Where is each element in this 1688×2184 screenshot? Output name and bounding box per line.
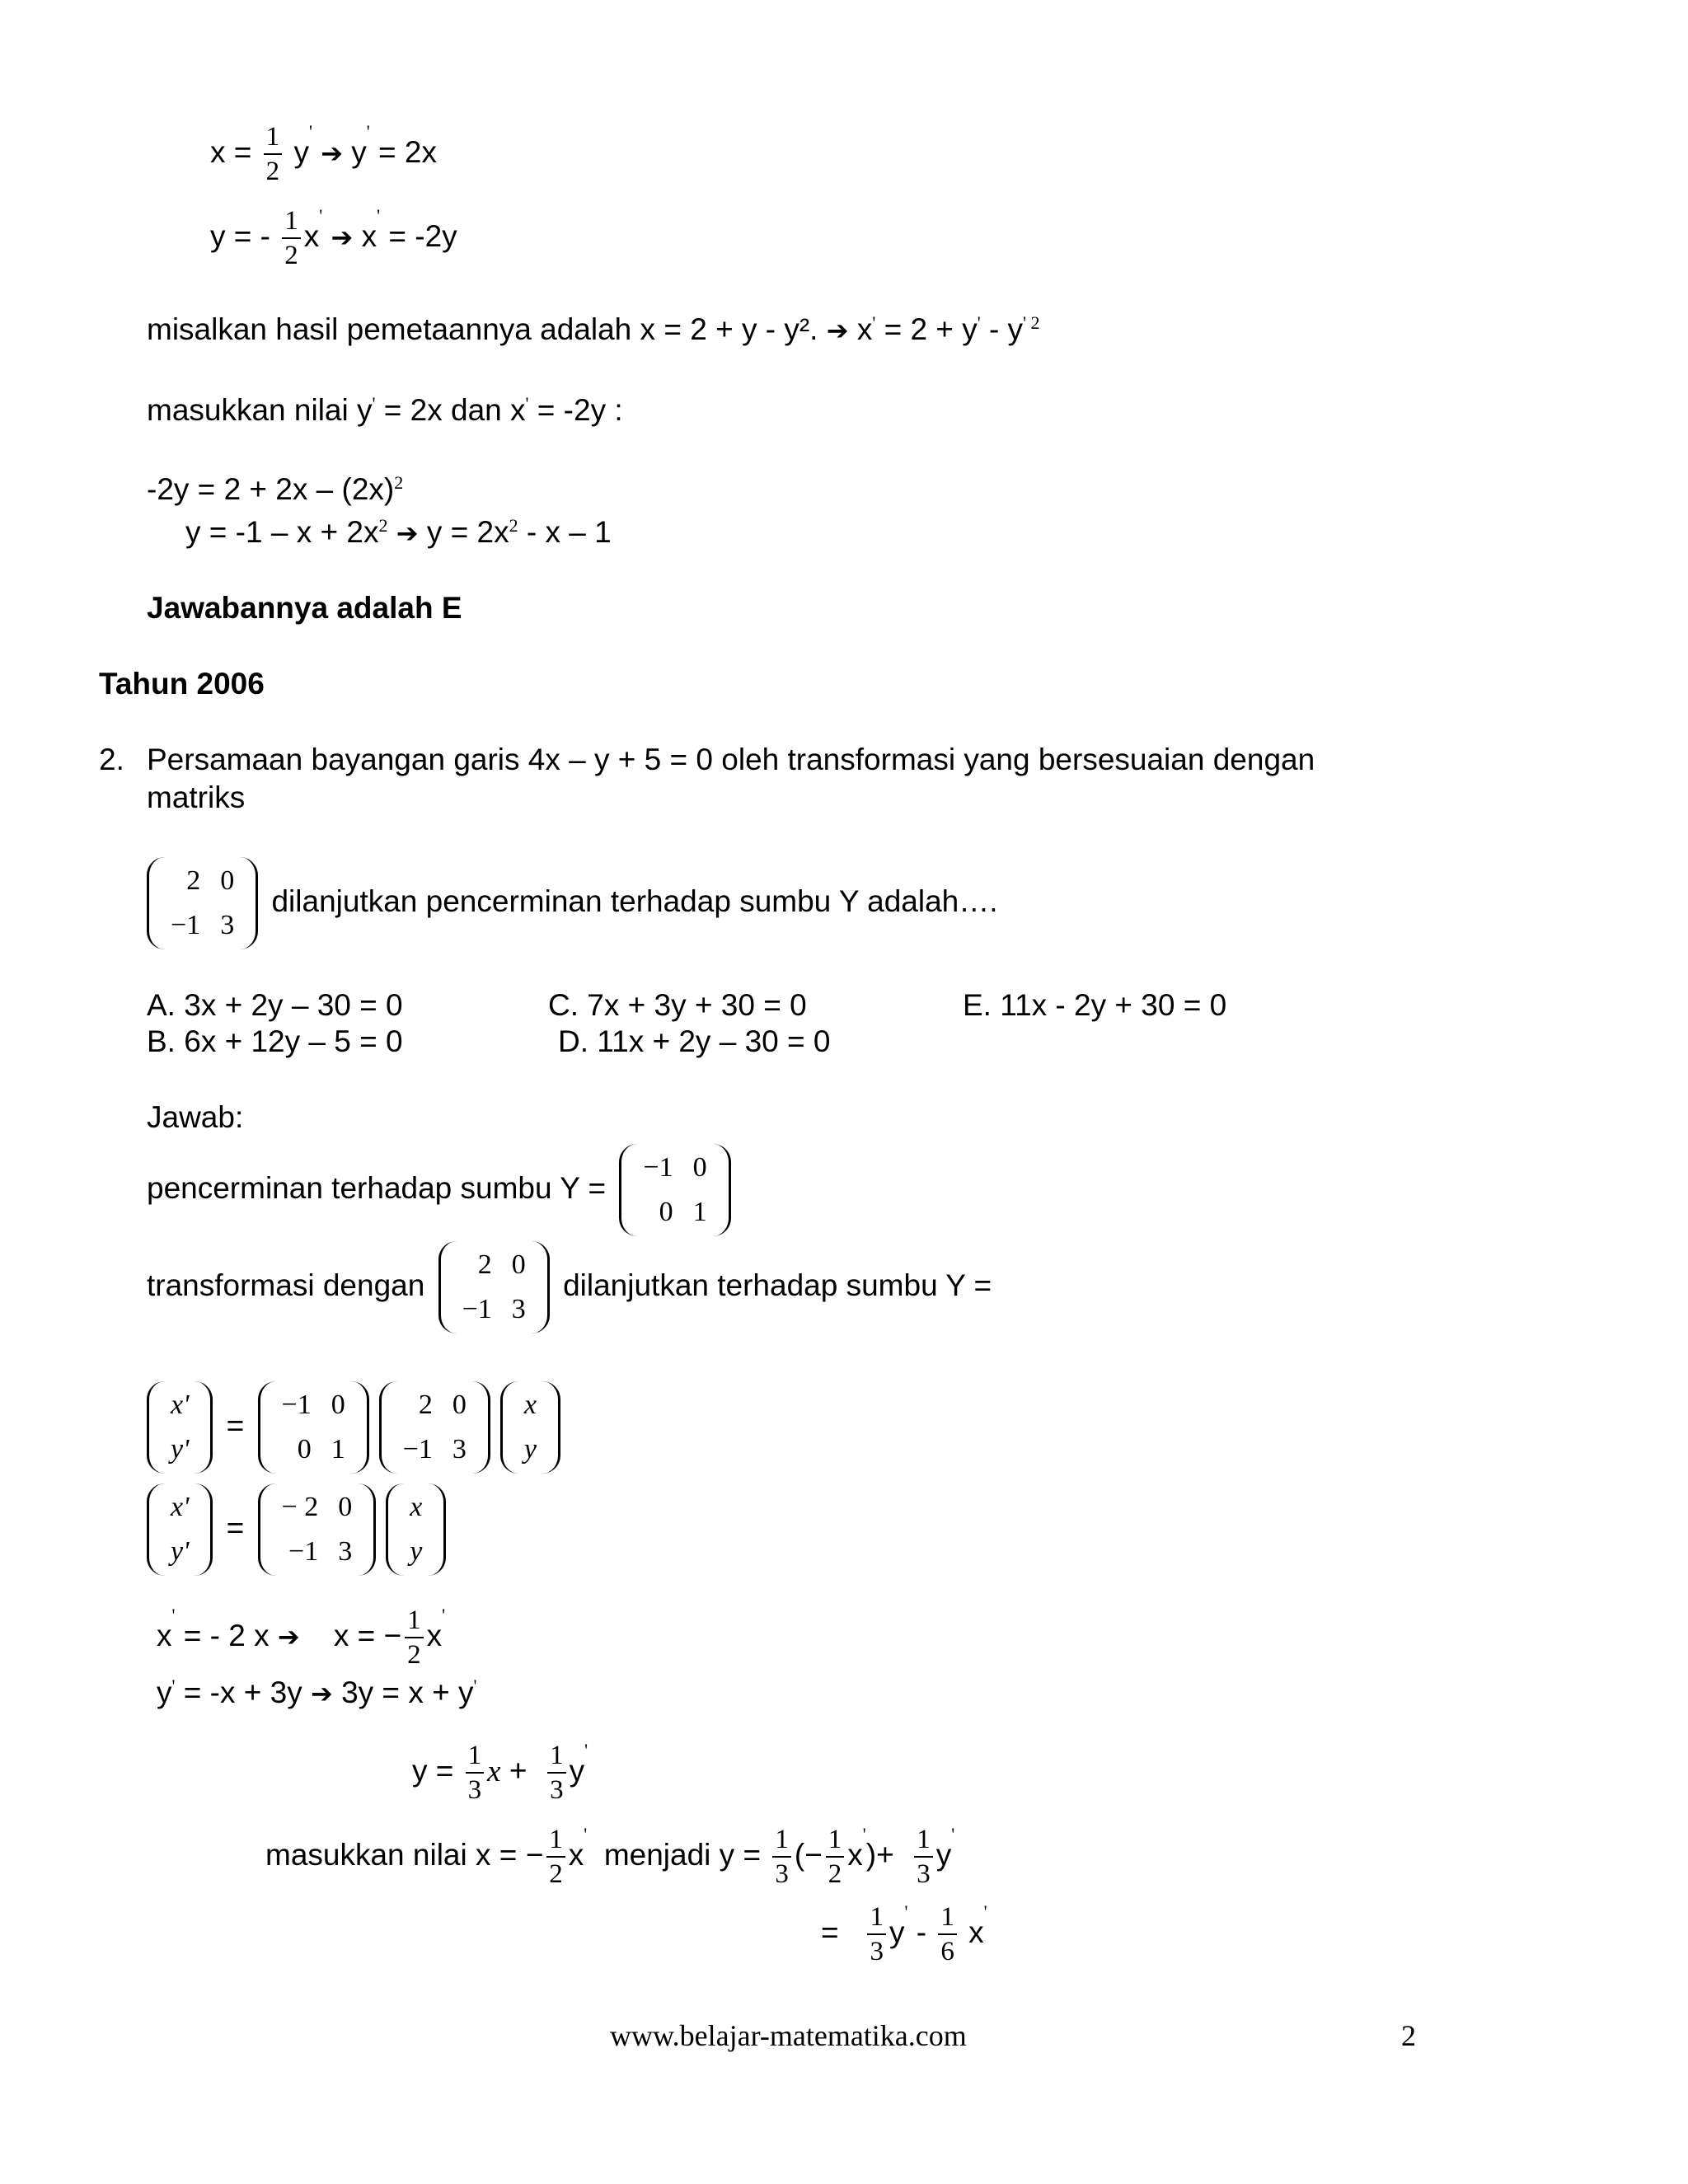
prime: ' xyxy=(366,121,370,142)
denominator: 3 xyxy=(870,1937,884,1966)
matrix-cell: 3 xyxy=(511,1294,526,1324)
var: x xyxy=(487,1754,501,1788)
eq-text: = 2x dan x xyxy=(383,393,526,427)
eq-text: = - 2 x xyxy=(183,1618,270,1652)
arrow-icon: ➔ xyxy=(310,1678,333,1709)
numerator: 1 xyxy=(938,1900,957,1935)
matrix-cell: y xyxy=(410,1536,423,1567)
var: y xyxy=(889,1915,905,1949)
numerator: 1 xyxy=(546,1823,565,1858)
matrix-cell: 0 xyxy=(511,1249,526,1280)
matrix-cell: − 2 xyxy=(281,1492,319,1522)
option-a: A. 3x + 2y – 30 = 0 xyxy=(147,988,403,1022)
vector xyxy=(147,1483,213,1576)
prime: ' xyxy=(977,312,981,333)
matrix xyxy=(147,857,258,949)
question-matrix-line xyxy=(142,857,998,949)
var: x xyxy=(426,1618,443,1652)
prime: ' xyxy=(904,1901,908,1922)
eq-text: x = xyxy=(210,134,252,169)
matrix xyxy=(438,1241,550,1333)
prime: ' xyxy=(584,1824,588,1844)
eq-text: + xyxy=(509,1753,528,1788)
numerator: 1 xyxy=(772,1823,791,1858)
eq-text: - x – 1 xyxy=(526,515,612,549)
eq-text: masukkan nilai y xyxy=(147,393,373,427)
answer-1: Jawabannya adalah E xyxy=(147,591,462,625)
eq-text: y = 2x xyxy=(426,515,509,549)
denominator: 3 xyxy=(467,1775,482,1805)
matrix-cell: 3 xyxy=(452,1434,467,1465)
equals: = xyxy=(226,1408,245,1442)
var: x xyxy=(157,1618,172,1652)
eq-text: transformasi dengan xyxy=(147,1268,425,1302)
numerator: 1 xyxy=(405,1604,424,1638)
matrix xyxy=(619,1144,730,1236)
matrix-cell: 1 xyxy=(331,1434,345,1465)
eq-xprime xyxy=(157,1604,445,1671)
var: y xyxy=(935,1837,952,1872)
equals: = xyxy=(226,1510,245,1544)
matrix-cell: 0 xyxy=(297,1434,312,1465)
denominator: 6 xyxy=(940,1937,954,1966)
matrix xyxy=(379,1381,490,1474)
eq-text: )+ xyxy=(865,1837,894,1872)
vector xyxy=(500,1381,560,1474)
section-year: Tahun 2006 xyxy=(99,667,265,701)
denominator: 2 xyxy=(407,1640,421,1670)
fraction xyxy=(546,1823,565,1891)
matrix-cell: 0 xyxy=(692,1152,707,1183)
prime: ' xyxy=(171,1605,176,1625)
var: y xyxy=(157,1675,172,1709)
prime: ' xyxy=(473,1675,477,1696)
matrix-cell: x' xyxy=(171,1492,190,1522)
eq-y xyxy=(210,204,457,272)
exponent: 2 xyxy=(378,515,388,536)
prime: ' xyxy=(319,205,323,226)
var: x xyxy=(856,312,873,346)
matrix-cell: 0 xyxy=(452,1390,467,1420)
eq-text: pencerminan terhadap sumbu Y = xyxy=(147,1170,607,1205)
denominator: 2 xyxy=(828,1859,842,1889)
eq-text: menjadi y = xyxy=(603,1837,762,1872)
prime-squared: ' 2 xyxy=(1023,312,1040,333)
eq-step2 xyxy=(185,514,612,551)
footer-url: www.belajar-matematika.com xyxy=(610,2019,967,2052)
matrix-cell: y xyxy=(523,1434,537,1465)
option-d: D. 11x + 2y – 30 = 0 xyxy=(558,1024,831,1058)
arrow-icon: ➔ xyxy=(331,221,354,253)
var: x xyxy=(568,1837,584,1872)
eq-text: = 2x xyxy=(378,134,438,169)
matrix-cell: x xyxy=(523,1390,537,1420)
exponent: 2 xyxy=(509,515,518,536)
prime: ' xyxy=(872,312,876,333)
prime: ' xyxy=(377,205,381,226)
matrix-cell: 1 xyxy=(692,1197,707,1227)
minus: − xyxy=(383,1618,402,1652)
matrix-cell: −1 xyxy=(643,1152,673,1183)
matrix-cell: y' xyxy=(171,1434,190,1465)
page-number: 2 xyxy=(1401,2019,1416,2052)
fraction xyxy=(264,120,283,188)
jawab-label: Jawab: xyxy=(147,1100,244,1134)
substitute-x xyxy=(265,1823,954,1891)
matrix-cell: −1 xyxy=(171,910,201,940)
eq-final xyxy=(821,1900,987,1968)
numerator: 1 xyxy=(282,204,301,239)
matrix-cell: x' xyxy=(171,1390,190,1420)
prime: ' xyxy=(525,393,529,414)
matrix-cell: 0 xyxy=(659,1197,673,1227)
matrix-equation-1 xyxy=(142,1381,565,1474)
eq-x xyxy=(210,120,437,188)
numerator: 1 xyxy=(547,1739,566,1774)
var: y xyxy=(569,1753,585,1788)
var: x xyxy=(847,1837,863,1872)
eq-text: = xyxy=(821,1915,839,1949)
matrix xyxy=(258,1483,377,1576)
matrix-cell: 3 xyxy=(220,910,235,940)
arrow-icon: ➔ xyxy=(277,1620,300,1652)
eq-text: -2y = 2 + 2x – (2x) xyxy=(147,472,395,506)
eq-text: dilanjutkan pencerminan terhadap sumbu Y adalah…. xyxy=(271,883,998,918)
eq-text: y = -1 – x + 2x xyxy=(185,515,379,549)
matrix-cell: 0 xyxy=(338,1492,353,1522)
var: y xyxy=(293,134,309,169)
question-number: 2. xyxy=(99,743,124,776)
eq-step1 xyxy=(147,471,403,508)
question-text-2: matriks xyxy=(147,780,246,814)
eq-text: masukkan nilai x = xyxy=(265,1837,518,1872)
option-b: B. 6x + 12y – 5 = 0 xyxy=(147,1024,403,1058)
arrow-icon: ➔ xyxy=(321,137,344,169)
reflection-line xyxy=(147,1144,736,1236)
mapping-line xyxy=(147,312,1040,349)
minus: − xyxy=(525,1837,544,1872)
numerator: 1 xyxy=(867,1900,886,1935)
fraction xyxy=(772,1823,791,1891)
eq-text: y = xyxy=(412,1753,454,1788)
prime: ' xyxy=(171,1675,176,1696)
denominator: 2 xyxy=(549,1859,563,1889)
var: x xyxy=(968,1915,984,1949)
prime: ' xyxy=(584,1740,588,1760)
fraction xyxy=(826,1823,845,1891)
vector xyxy=(386,1483,446,1576)
numerator: 1 xyxy=(914,1823,933,1858)
denominator: 3 xyxy=(775,1859,789,1889)
option-e: E. 11x - 2y + 30 = 0 xyxy=(963,988,1227,1022)
eq-text: = -2y xyxy=(388,218,457,253)
matrix-cell: 2 xyxy=(418,1390,433,1420)
eq-text: dilanjutkan terhadap sumbu Y = xyxy=(563,1268,992,1302)
matrix-cell: x xyxy=(410,1492,423,1522)
eq-text: y = - xyxy=(210,218,270,253)
paren: (− xyxy=(794,1837,823,1872)
prime: ' xyxy=(308,121,312,142)
eq-y-solved xyxy=(412,1739,588,1807)
numerator: 1 xyxy=(466,1739,485,1774)
exponent: 2 xyxy=(394,472,404,493)
fraction xyxy=(914,1823,933,1891)
matrix-cell: −1 xyxy=(288,1536,319,1567)
arrow-icon: ➔ xyxy=(826,315,849,346)
prime: ' xyxy=(983,1901,987,1922)
denominator: 3 xyxy=(550,1775,564,1805)
var: y xyxy=(351,134,367,169)
matrix-cell: −1 xyxy=(402,1434,433,1465)
matrix-cell: 0 xyxy=(331,1390,345,1420)
denominator: 2 xyxy=(265,157,280,186)
var: x xyxy=(303,218,320,253)
question-text-1: Persamaan bayangan garis 4x – y + 5 = 0 oleh transformasi yang bersesuaian dengan xyxy=(147,743,1315,776)
fraction xyxy=(867,1900,886,1968)
vector xyxy=(147,1381,213,1474)
prime: ' xyxy=(372,393,376,414)
matrix-cell: 3 xyxy=(338,1536,353,1567)
eq-text: x = xyxy=(333,1618,376,1652)
eq-yprime xyxy=(157,1675,476,1712)
fraction xyxy=(938,1900,957,1968)
matrix-equation-2 xyxy=(142,1483,451,1576)
transformation-line xyxy=(147,1241,992,1333)
denominator: 2 xyxy=(284,241,298,270)
matrix-cell: −1 xyxy=(462,1294,492,1324)
prime: ' xyxy=(442,1605,446,1625)
fraction xyxy=(547,1739,566,1807)
matrix xyxy=(258,1381,369,1474)
eq-text: - xyxy=(916,1915,927,1949)
eq-text: 3y = x + y xyxy=(341,1675,474,1709)
eq-text: - y xyxy=(988,312,1024,346)
var: x xyxy=(361,218,377,253)
fraction xyxy=(405,1604,424,1671)
numerator: 1 xyxy=(826,1823,845,1858)
matrix-cell: y' xyxy=(171,1536,190,1567)
eq-text: = 2 + y xyxy=(884,312,978,346)
eq-text: misalkan hasil pemetaannya adalah x = 2 + y - y². xyxy=(147,312,818,346)
prime: ' xyxy=(951,1824,955,1844)
matrix-cell: 0 xyxy=(220,865,235,896)
arrow-icon: ➔ xyxy=(396,518,419,549)
matrix-cell: 2 xyxy=(186,865,201,896)
fraction xyxy=(466,1739,485,1807)
fraction xyxy=(282,204,301,272)
denominator: 3 xyxy=(917,1859,931,1889)
substitute-line xyxy=(147,392,623,429)
numerator: 1 xyxy=(264,120,283,155)
prime: ' xyxy=(862,1824,866,1844)
eq-text: = -x + 3y xyxy=(183,1675,302,1709)
matrix-cell: −1 xyxy=(281,1390,312,1420)
matrix-cell: 2 xyxy=(477,1249,492,1280)
option-c: C. 7x + 3y + 30 = 0 xyxy=(548,988,807,1022)
eq-text: = -2y : xyxy=(537,393,623,427)
